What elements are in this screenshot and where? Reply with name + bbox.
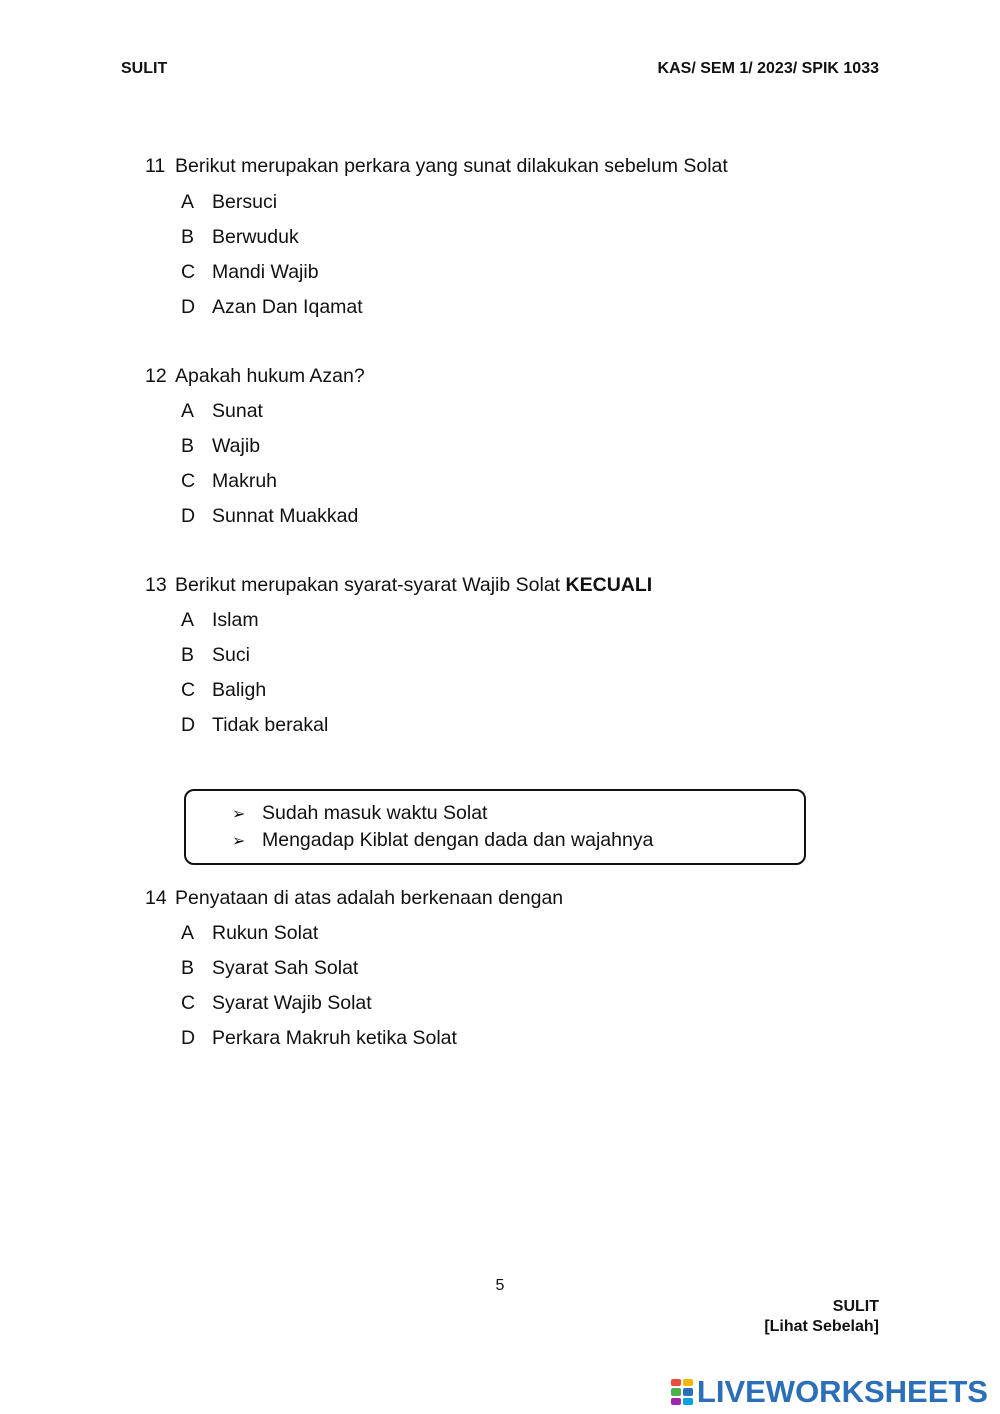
option-13-d[interactable] <box>181 714 328 737</box>
option-text: Baligh <box>212 679 267 701</box>
header-classification: SULIT <box>121 60 168 77</box>
footer-classification: SULIT <box>832 1298 879 1315</box>
option-12-c[interactable] <box>181 470 277 493</box>
statement-text: Mengadap Kiblat dengan dada dan wajahnya <box>262 829 654 851</box>
option-letter: C <box>181 470 196 492</box>
question-11 <box>145 155 728 178</box>
option-13-b[interactable] <box>181 644 250 667</box>
question-emphasis: KECUALI <box>565 574 653 596</box>
option-letter: D <box>181 296 196 318</box>
statement-item <box>232 802 487 825</box>
option-text: Mandi Wajib <box>212 261 319 283</box>
option-letter: C <box>181 261 196 283</box>
question-number: 14 <box>145 887 167 909</box>
option-12-d[interactable] <box>181 505 358 528</box>
option-letter: A <box>181 191 195 213</box>
option-text: Syarat Wajib Solat <box>212 992 372 1014</box>
option-12-b[interactable] <box>181 435 260 458</box>
option-text: Wajib <box>212 435 261 457</box>
statement-box <box>184 789 806 865</box>
question-13 <box>145 574 652 597</box>
option-14-d[interactable] <box>181 1027 457 1050</box>
option-14-b[interactable] <box>181 957 358 980</box>
statement-item <box>232 829 653 852</box>
option-11-c[interactable] <box>181 261 319 284</box>
arrow-bullet-icon: ➢ <box>232 833 246 850</box>
option-letter: C <box>181 992 196 1014</box>
option-text: Suci <box>212 644 250 666</box>
option-11-b[interactable] <box>181 226 299 249</box>
question-number: 12 <box>145 365 167 387</box>
option-text: Perkara Makruh ketika Solat <box>212 1027 457 1049</box>
footer-note: [Lihat Sebelah] <box>764 1318 879 1335</box>
question-14 <box>145 887 563 910</box>
option-letter: A <box>181 922 195 944</box>
option-letter: D <box>181 505 196 527</box>
option-letter: A <box>181 609 195 631</box>
liveworksheets-brand[interactable] <box>671 1374 988 1410</box>
option-text: Bersuci <box>212 191 278 213</box>
question-text: Penyataan di atas adalah berkenaan dengan <box>175 887 564 909</box>
question-number: 11 <box>145 155 166 177</box>
page-number: 5 <box>495 1277 505 1294</box>
question-12 <box>145 365 365 388</box>
option-13-c[interactable] <box>181 679 266 702</box>
option-letter: B <box>181 957 195 979</box>
statement-text: Sudah masuk waktu Solat <box>262 802 488 824</box>
question-text: Apakah hukum Azan? <box>175 365 365 387</box>
option-text: Sunnat Muakkad <box>212 505 359 527</box>
option-text: Syarat Sah Solat <box>212 957 359 979</box>
option-14-c[interactable] <box>181 992 372 1015</box>
option-14-a[interactable] <box>181 922 318 945</box>
header-exam-code: KAS/ SEM 1/ 2023/ SPIK 1033 <box>657 60 879 77</box>
option-letter: B <box>181 435 195 457</box>
question-number: 13 <box>145 574 167 596</box>
arrow-bullet-icon: ➢ <box>232 806 246 823</box>
option-letter: D <box>181 714 196 736</box>
option-letter: C <box>181 679 196 701</box>
option-letter: B <box>181 226 195 248</box>
option-11-a[interactable] <box>181 191 277 214</box>
option-text: Berwuduk <box>212 226 299 248</box>
option-letter: B <box>181 644 195 666</box>
option-text: Azan Dan Iqamat <box>212 296 363 318</box>
option-text: Sunat <box>212 400 263 422</box>
option-text: Islam <box>212 609 259 631</box>
option-letter: A <box>181 400 195 422</box>
option-text: Rukun Solat <box>212 922 319 944</box>
liveworksheets-logo-icon <box>671 1379 693 1405</box>
option-letter: D <box>181 1027 196 1049</box>
option-text: Tidak berakal <box>212 714 329 736</box>
brand-text: LIVEWORKSHEETS <box>696 1374 988 1409</box>
option-13-a[interactable] <box>181 609 259 632</box>
option-12-a[interactable] <box>181 400 263 423</box>
option-text: Makruh <box>212 470 278 492</box>
option-11-d[interactable] <box>181 296 363 319</box>
question-text: Berikut merupakan syarat-syarat Wajib Solat <box>175 574 561 596</box>
question-text: Berikut merupakan perkara yang sunat dilakukan sebelum Solat <box>175 155 728 177</box>
